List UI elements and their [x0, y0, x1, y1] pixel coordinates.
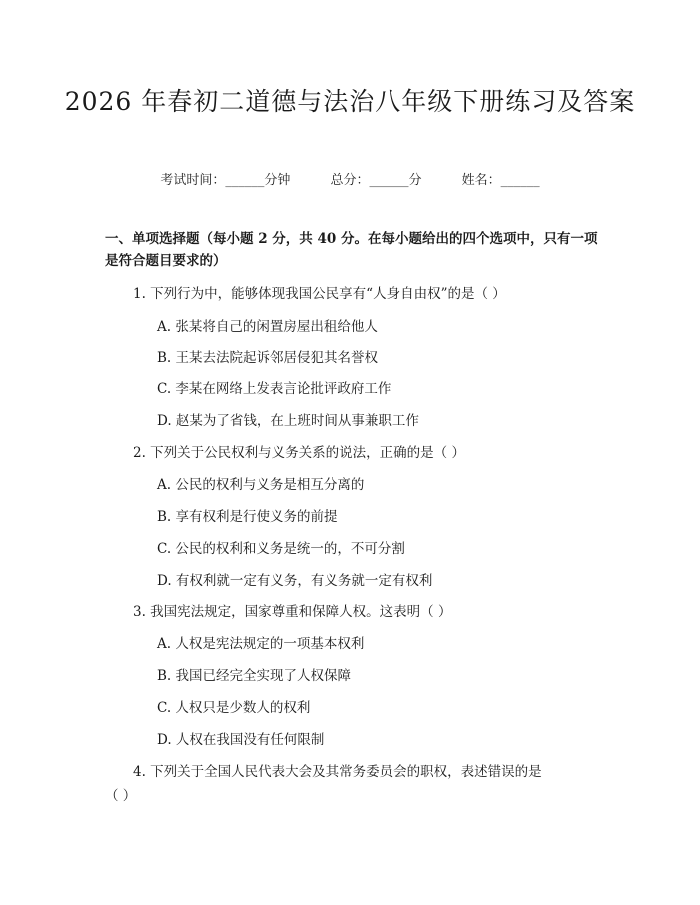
total-score-field: 总分：______分	[330, 173, 422, 188]
question-2-option-b: B. 享有权利是行使义务的前提	[157, 509, 338, 525]
question-3-option-c: C. 人权只是少数人的权利	[157, 700, 311, 716]
question-1-option-d: D. 赵某为了省钱，在上班时间从事兼职工作	[157, 413, 419, 429]
question-1-stem: 1. 下列行为中，能够体现我国公民享有“人身自由权”的是（ ）	[133, 286, 506, 302]
question-1-option-c: C. 李某在网络上发表言论批评政府工作	[157, 381, 392, 397]
exam-time-field: 考试时间：______分钟	[160, 173, 291, 188]
question-2-option-a: A. 公民的权利与义务是相互分离的	[157, 477, 365, 493]
question-4	[105, 760, 600, 808]
question-2-stem: 2. 下列关于公民权利与义务关系的说法，正确的是（ ）	[133, 445, 465, 461]
question-2-option-d: D. 有权利就一定有义务，有义务就一定有权利	[157, 573, 433, 589]
question-4-stem: 4. 下列关于全国人民代表大会及其常务委员会的职权，表述错误的是	[133, 764, 542, 780]
student-name-field: 姓名：______	[461, 173, 540, 188]
question-3-option-d: D. 人权在我国没有任何限制	[157, 732, 325, 748]
question-2-option-c: C. 公民的权利和义务是统一的，不可分割	[157, 541, 405, 557]
section-heading: 一、单项选择题（每小题 2 分，共 40 分。在每小题给出的四个选项中，只有一项是符合题目要求的）	[105, 231, 598, 269]
question-1-option-b: B. 王某去法院起诉邻居侵犯其名誉权	[157, 350, 379, 366]
question-3-stem: 3. 我国宪法规定，国家尊重和保障人权。这表明（ ）	[133, 604, 452, 620]
exam-meta	[0, 169, 700, 188]
page-title: 2026 年春初二道德与法治八年级下册练习及答案	[64, 87, 636, 116]
question-3-option-b: B. 我国已经完全实现了人权保障	[157, 668, 352, 684]
question-3-option-a: A. 人权是宪法规定的一项基本权利	[157, 636, 365, 652]
question-1-option-a: A. 张某将自己的闲置房屋出租给他人	[157, 319, 378, 335]
question-4-paren: （ ）	[105, 788, 137, 804]
